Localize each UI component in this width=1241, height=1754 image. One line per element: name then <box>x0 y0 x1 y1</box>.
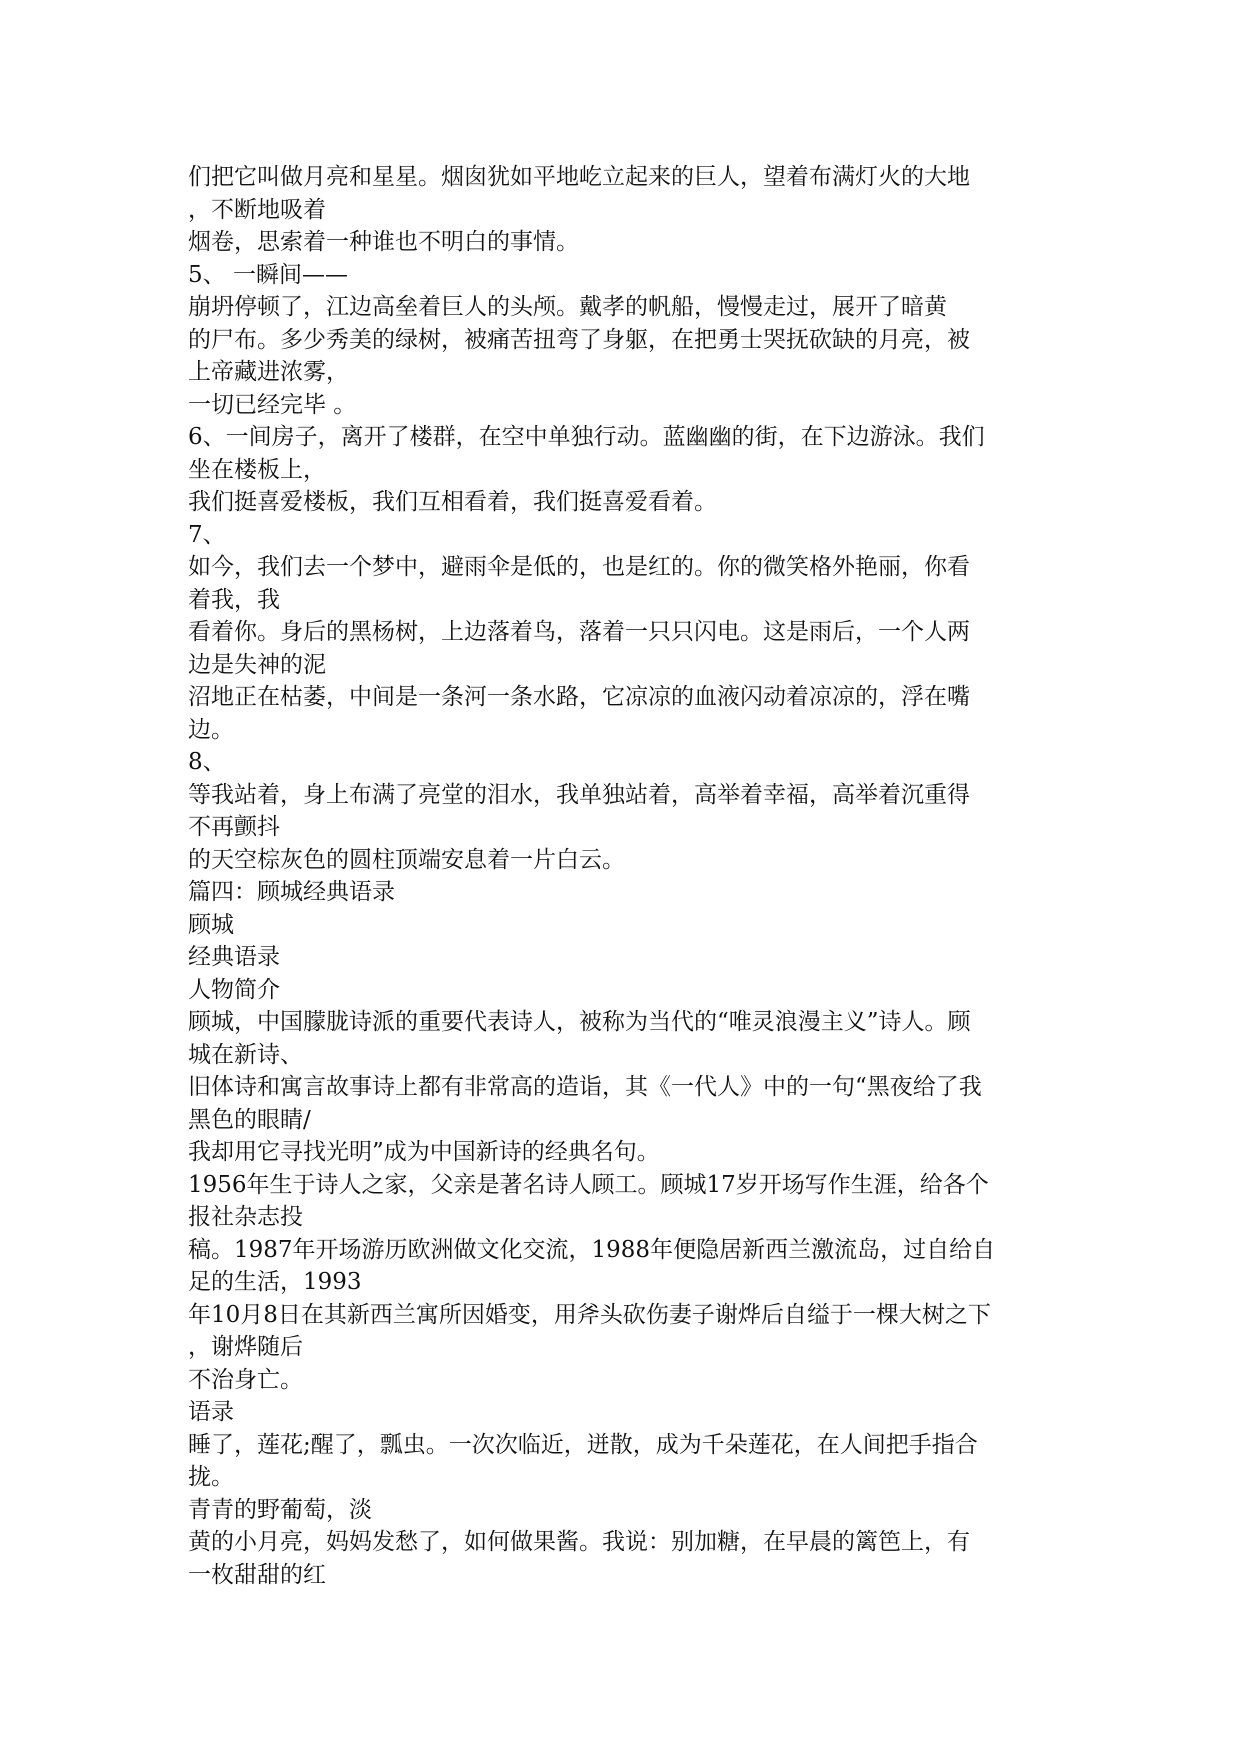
text-line: 崩坍停顿了，江边高垒着巨人的头颅。戴孝的帆船，慢慢走过，展开了暗黄 <box>188 294 947 320</box>
text-line: 我却用它寻找光明”成为中国新诗的经典名句。 <box>188 1139 660 1165</box>
text-line: 5、 一瞬间—— <box>188 261 348 288</box>
text-line: 烟卷，思索着一种谁也不明白的事情。 <box>188 229 579 255</box>
text-line: 坐在楼板上， <box>188 456 326 483</box>
text-line: 1956年生于诗人之家，父亲是著名诗人顾工。顾城17岁开场写作生涯，给各个 <box>188 1171 989 1198</box>
text-line: 足的生活，1993 <box>188 1269 362 1295</box>
text-line: 着我，我 <box>188 586 280 613</box>
text-line: ，不断地吸着 <box>188 196 326 223</box>
text-line: 报社杂志投 <box>188 1204 303 1230</box>
text-line: 黑色的眼睛/ <box>188 1106 311 1133</box>
text-line: 睡了，莲花;醒了，瓢虫。一次次临近，迸散，成为千朵莲花，在人间把手指合 <box>188 1431 978 1458</box>
text-line: 黄的小月亮，妈妈发愁了，如何做果酱。我说：别加糖，在早晨的篱笆上，有 <box>188 1529 970 1555</box>
text-line: 不治身亡。 <box>188 1366 303 1393</box>
section-heading: 篇四：顾城经典语录 <box>188 879 395 905</box>
text-line: 一切已经完毕 。 <box>188 391 357 418</box>
text-line: 一枚甜甜的红 <box>188 1561 326 1588</box>
text-line: 语录 <box>188 1399 234 1425</box>
text-line: 我们挺喜爱楼板，我们互相看着，我们挺喜爱看着。 <box>188 489 717 515</box>
text-line: ，谢烨随后 <box>188 1334 303 1360</box>
text-line: 边是失神的泥 <box>188 651 326 678</box>
text-line: 看着你。身后的黑杨树，上边落着鸟，落着一只只闪电。这是雨后，一个人两 <box>188 619 970 645</box>
text-line: 6、一间房子，离开了楼群，在空中单独行动。蓝幽幽的街，在下边游泳。我们 <box>188 424 985 450</box>
text-line: 们把它叫做月亮和星星。烟囱犹如平地屹立起来的巨人，望着布满灯火的大地 <box>188 164 970 190</box>
text-line: 人物简介 <box>188 976 280 1003</box>
text-line: 等我站着，身上布满了亮堂的泪水，我单独站着，高举着幸福，高举着沉重得 <box>188 781 970 808</box>
text-line: 顾城，中国朦胧诗派的重要代表诗人，被称为当代的“唯灵浪漫主义”诗人。顾 <box>188 1009 971 1035</box>
text-line: 的尸布。多少秀美的绿树，被痛苦扭弯了身躯，在把勇士哭抚砍缺的月亮，被 <box>188 326 970 353</box>
text-line: 经典语录 <box>188 944 280 970</box>
text-line: 边。 <box>188 716 234 743</box>
text-line: 旧体诗和寓言故事诗上都有非常高的造诣，其《一代人》中的一句“黑夜给了我 <box>188 1074 982 1100</box>
text-line: 如今，我们去一个梦中，避雨伞是低的，也是红的。你的微笑格外艳丽，你看 <box>188 554 970 580</box>
text-line: 8、 <box>188 749 226 775</box>
text-line: 年10月8日在其新西兰寓所因婚变，用斧头砍伤妻子谢烨后自缢于一棵大树之下 <box>188 1301 991 1328</box>
text-line: 不再颤抖 <box>188 814 280 840</box>
text-line: 稿。1987年开场游历欧洲做文化交流，1988年便隐居新西兰激流岛，过自给自 <box>188 1236 996 1263</box>
text-line: 上帝藏进浓雾， <box>188 359 349 385</box>
text-line: 沼地正在枯萎，中间是一条河一条水路，它凉凉的血液闪动着凉凉的，浮在嘴 <box>188 684 970 710</box>
text-line: 7、 <box>188 521 226 548</box>
text-line: 青青的野葡萄，淡 <box>188 1496 372 1523</box>
text-line: 的天空棕灰色的圆柱顶端安息着一片白云。 <box>188 846 625 873</box>
document-body <box>188 161 1068 1591</box>
text-line: 顾城 <box>188 911 234 938</box>
text-line: 城在新诗、 <box>188 1041 303 1068</box>
text-line: 拢。 <box>188 1464 234 1490</box>
